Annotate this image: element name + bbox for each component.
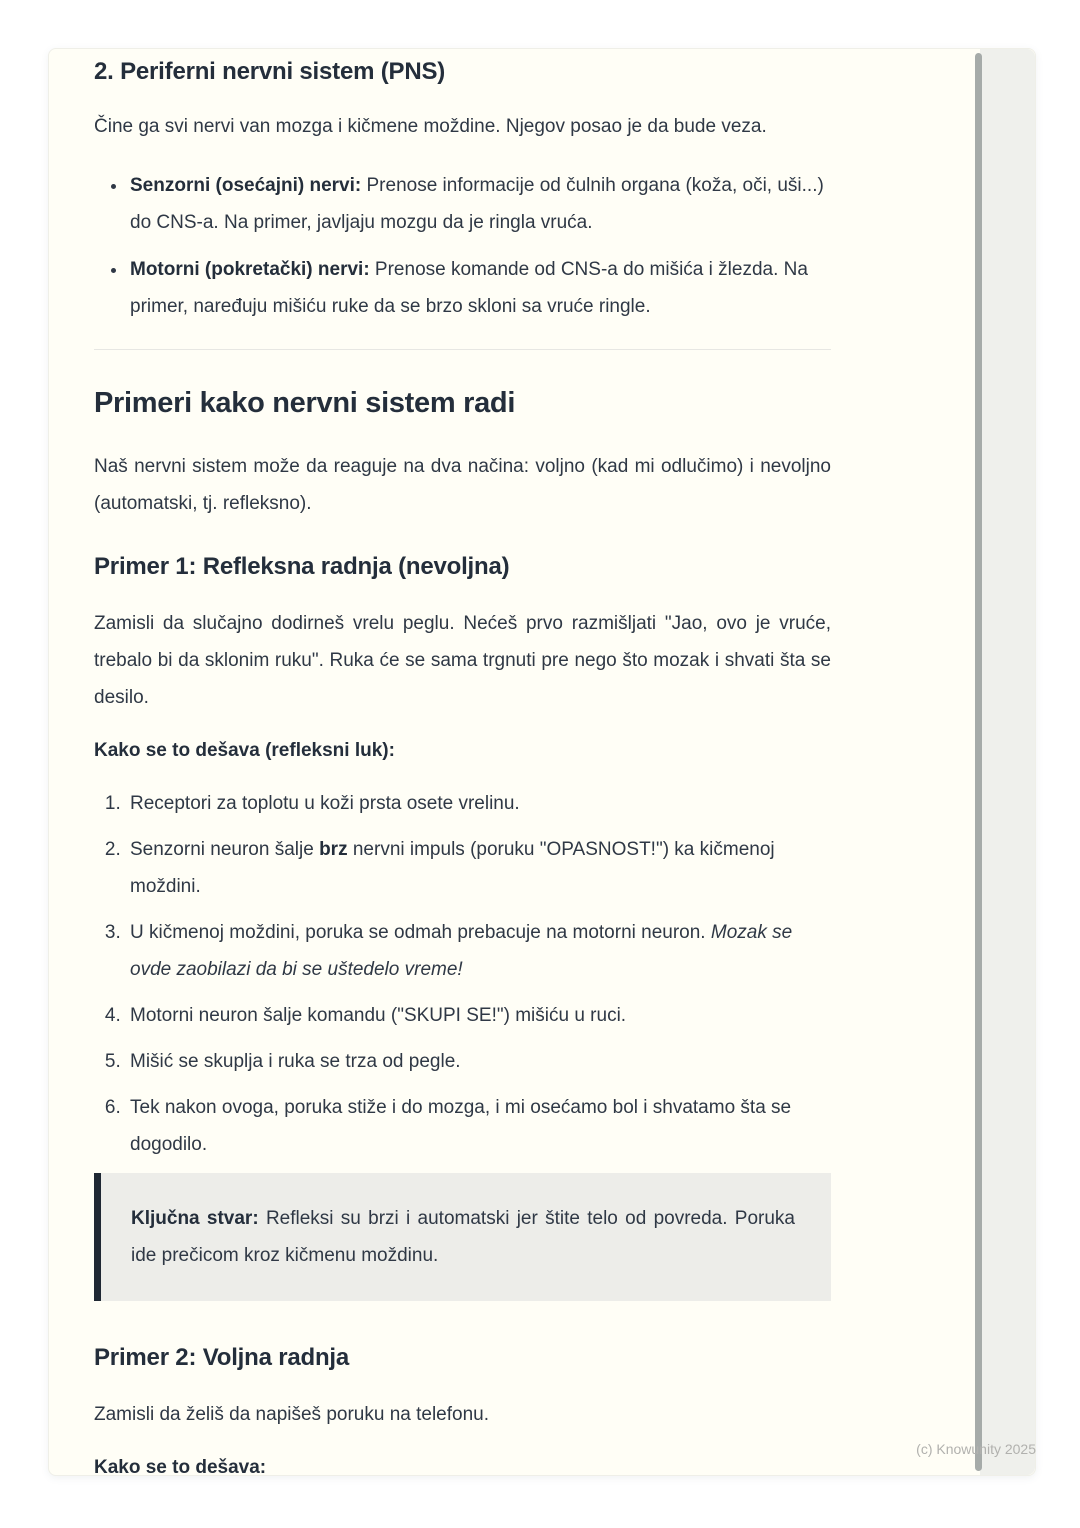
reflex-step-2 xyxy=(126,831,831,905)
voluntary-steps-label: Kako se to dešava: xyxy=(94,1457,267,1478)
reflex-steps-list xyxy=(94,785,831,1163)
heading-example-1: Primer 1: Refleksna radnja (nevoljna) xyxy=(94,553,510,580)
step-text: nervni impuls (poruku "OPASNOST!") ka kičmenoj moždini. xyxy=(130,839,775,897)
step-text: Mišić se skuplja i ruka se trza od pegle. xyxy=(130,1051,461,1072)
step-text: Motorni neuron šalje komandu ("SKUPI SE!") mišiću u ruci. xyxy=(130,1005,627,1026)
example1-intro-paragraph: Zamisli da slučajno dodirneš vrelu peglu. Nećeš prvo razmišljati "Jao, ovo je vruće, trebalo bi da sklonim ruku". Ruka će se sama trgnuti pre nego što mozak i shvati šta se desilo. xyxy=(94,613,831,708)
list-item-label: Motorni (pokretački) nervi: xyxy=(130,259,370,280)
step-text: Receptori za toplotu u koži prsta osete vrelinu. xyxy=(130,793,520,814)
list-item-label: Senzorni (osećajni) nervi: xyxy=(130,175,362,196)
step-text: Senzorni neuron šalje xyxy=(130,839,320,860)
step-text: Tek nakon ovoga, poruka stiže i do mozga, i mi osećamo bol i shvatamo šta se dogodilo. xyxy=(130,1097,792,1155)
section-divider xyxy=(94,349,831,350)
key-point-callout xyxy=(94,1173,831,1301)
examples-intro-paragraph: Naš nervni sistem može da reaguje na dva načina: voljno (kad mi odlučimo) i nevoljno (automatski, tj. refleksno). xyxy=(94,456,831,514)
reflex-step-1 xyxy=(126,785,831,822)
list-item-motor-nerves xyxy=(128,251,831,325)
main-heading-examples: Primeri kako nervni sistem radi xyxy=(94,387,516,419)
callout-text: Refleksi su brzi i automatski jer štite telo od povreda. Poruka ide prečicom kroz kičmenu moždinu. xyxy=(131,1208,795,1266)
pns-intro-paragraph: Čine ga svi nervi van mozga i kičmene moždine. Njegov posao je da bude veza. xyxy=(94,116,767,137)
reflex-step-6 xyxy=(126,1089,831,1163)
heading-example-2: Primer 2: Voljna radnja xyxy=(94,1344,350,1371)
callout-label: Ključna stvar: xyxy=(131,1208,259,1229)
reflex-arc-label: Kako se to dešava (refleksni luk): xyxy=(94,740,395,761)
document-page xyxy=(48,48,1036,1476)
list-item-text: Prenose informacije od čulnih organa (koža, oči, uši...) do CNS-a. Na primer, javljaju mozgu da je ringla vruća. xyxy=(130,175,824,233)
reflex-step-3 xyxy=(126,914,831,988)
nerve-types-list xyxy=(94,167,831,325)
step-text: U kičmenoj moždini, poruka se odmah prebacuje na motorni neuron. xyxy=(130,922,711,943)
step-italic-text: Mozak se ovde zaobilazi da bi se uštedelo vreme! xyxy=(130,922,793,980)
document-content xyxy=(94,55,831,1502)
scrollbar-track[interactable] xyxy=(980,49,1035,1475)
copyright-watermark: (c) Knowunity 2025 xyxy=(916,1441,1036,1457)
reflex-step-4 xyxy=(126,997,831,1034)
example2-intro-paragraph: Zamisli da želiš da napišeš poruku na telefonu. xyxy=(94,1404,490,1425)
section-heading-pns: 2. Periferni nervni sistem (PNS) xyxy=(94,58,446,85)
scrollbar-thumb[interactable] xyxy=(975,53,982,1471)
list-item-text: Prenose komande od CNS-a do mišića i žlezda. Na primer, naređuju mišiću ruke da se brzo skloni sa vruće ringle. xyxy=(130,259,808,317)
reflex-step-5 xyxy=(126,1043,831,1080)
step-bold-text: brz xyxy=(319,839,348,860)
list-item-sensory-nerves xyxy=(128,167,831,241)
